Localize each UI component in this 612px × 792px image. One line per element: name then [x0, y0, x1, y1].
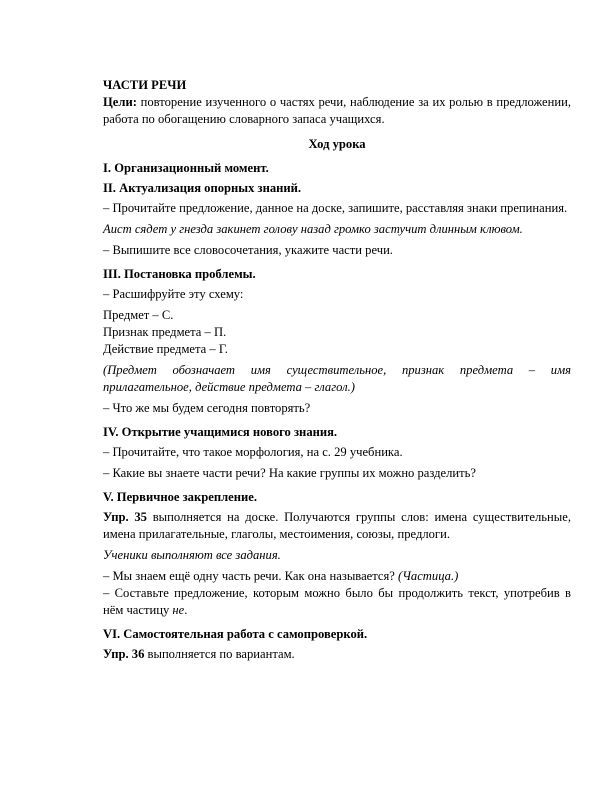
section-5-heading: V. Первичное закрепление.: [103, 490, 257, 504]
section-4-heading: IV. Открытие учащимися нового знания.: [103, 425, 338, 439]
s5-question: [103, 568, 571, 585]
s5-task-end: .: [184, 603, 188, 617]
s4-line-1: – Прочитайте, что такое морфология, на с. 29 учебника.: [103, 445, 403, 459]
s3-line-1: Предмет – С.: [103, 308, 174, 322]
document-page: [103, 77, 571, 663]
s5-question-answer: (Частица.): [398, 569, 459, 583]
lesson-heading: Ход урока: [308, 137, 366, 151]
s2-sentence: Аист сядет у гнезда закинет голову назад громко застучит длинным клювом.: [103, 222, 523, 236]
section-2-heading: II. Актуализация опорных знаний.: [103, 181, 302, 195]
document-title: ЧАСТИ РЕЧИ: [103, 78, 187, 92]
s2-task-2: – Выпишите все словосочетания, укажите части речи.: [103, 243, 393, 257]
section-3-heading: III. Постановка проблемы.: [103, 267, 256, 281]
s3-line-2: Признак предмета – П.: [103, 325, 227, 339]
s4-line-2: – Какие вы знаете части речи? На какие группы их можно разделить?: [103, 466, 476, 480]
s6-exercise-label: Упр. 36: [103, 647, 145, 661]
s3-note: (Предмет обозначает имя существительное, признак предмета – имя прилагательное, действие предмета – глагол.): [103, 363, 571, 394]
s5-students: Ученики выполняют все задания.: [103, 548, 281, 562]
s3-question: – Что же мы будем сегодня повторять?: [103, 401, 311, 415]
s3-task: – Расшифруйте эту схему:: [103, 287, 244, 301]
section-1-heading: I. Организационный момент.: [103, 161, 269, 175]
s3-line-3: Действие предмета – Г.: [103, 342, 228, 356]
s5-question-text: – Мы знаем ещё одну часть речи. Как она называется?: [103, 569, 395, 583]
s6-exercise-text: выполняется по вариантам.: [147, 647, 295, 661]
s5-task-text: – Составьте предложение, которым можно было бы продолжить текст, употребив в нём частицу: [103, 586, 571, 617]
goals-label: Цели:: [103, 95, 137, 109]
section-6-heading: VI. Самостоятельная работа с самопроверкой.: [103, 627, 368, 641]
goals-paragraph: [103, 94, 571, 128]
goals-text: повторение изученного о частях речи, наблюдение за их ролью в предложении, работа по обогащению словарного запаса учащихся.: [103, 95, 572, 126]
s2-task-1: – Прочитайте предложение, данное на доске, запишите, расставляя знаки препинания.: [103, 201, 568, 215]
s5-exercise: [103, 509, 571, 543]
s5-task-word: не: [172, 603, 185, 617]
s5-exercise-label: Упр. 35: [103, 510, 147, 524]
s5-exercise-text: выполняется на доске. Получаются группы слов: имена существительные, имена прилагательные, глаголы, местоимения, союзы, предлоги.: [103, 510, 571, 541]
s6-exercise: [103, 646, 571, 663]
s5-task: [103, 585, 571, 619]
